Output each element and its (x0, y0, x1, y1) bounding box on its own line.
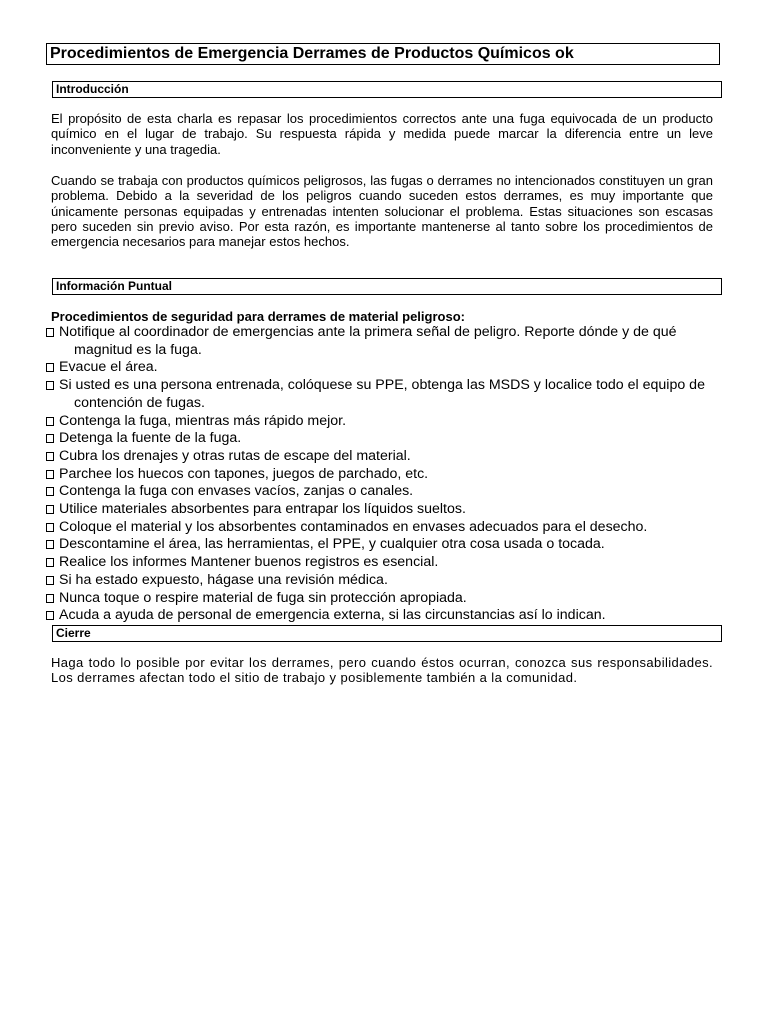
checklist-item: Realice los informes Mantener buenos registros es esencial. (46, 554, 716, 572)
checkbox-icon (46, 452, 54, 461)
checkbox-icon (46, 487, 54, 496)
checklist-item: Notifique al coordinador de emergencias ante la primera señal de peligro. Reporte dónde y de qué magnitud es la fuga. (46, 324, 716, 359)
checkbox-icon (46, 611, 54, 620)
checklist-item: Contenga la fuga con envases vacíos, zanjas o canales. (46, 483, 716, 501)
procedures-checklist (46, 324, 716, 625)
checklist-item: Coloque el material y los absorbentes contaminados en envases adecuados para el desecho. (46, 519, 716, 537)
checkbox-icon (46, 381, 54, 390)
checklist-item: Parchee los huecos con tapones, juegos de parchado, etc. (46, 466, 716, 484)
checklist-item: Cubra los drenajes y otras rutas de escape del material. (46, 448, 716, 466)
procedures-heading: Procedimientos de seguridad para derrames de material peligroso: (51, 309, 465, 324)
section-heading-info: Información Puntual (52, 278, 722, 295)
checkbox-icon (46, 328, 54, 337)
checkbox-icon (46, 523, 54, 532)
checklist-item: Si usted es una persona entrenada, colóquese su PPE, obtenga las MSDS y localice todo el equipo de contención de fugas. (46, 377, 716, 412)
checklist-item: Nunca toque o respire material de fuga sin protección apropiada. (46, 590, 716, 608)
checkbox-icon (46, 540, 54, 549)
checkbox-icon (46, 594, 54, 603)
closing-paragraph: Haga todo lo posible por evitar los derrames, pero cuando éstos ocurran, conozca sus responsabilidades. Los derrames afectan todo el sitio de trabajo y posiblemente también a la comunidad. (51, 655, 713, 686)
checkbox-icon (46, 417, 54, 426)
checkbox-icon (46, 434, 54, 443)
checkbox-icon (46, 363, 54, 372)
checklist-item: Evacue el área. (46, 359, 716, 377)
section-heading-closing: Cierre (52, 625, 722, 642)
checklist-item: Si ha estado expuesto, hágase una revisión médica. (46, 572, 716, 590)
document-title: Procedimientos de Emergencia Derrames de Productos Químicos ok (46, 43, 720, 65)
section-heading-intro: Introducción (52, 81, 722, 98)
checkbox-icon (46, 576, 54, 585)
checkbox-icon (46, 505, 54, 514)
checkbox-icon (46, 470, 54, 479)
checkbox-icon (46, 558, 54, 567)
checklist-item: Utilice materiales absorbentes para entrapar los líquidos sueltos. (46, 501, 716, 519)
checklist-item: Detenga la fuente de la fuga. (46, 430, 716, 448)
checklist-item: Contenga la fuga, mientras más rápido mejor. (46, 413, 716, 431)
checklist-item: Acuda a ayuda de personal de emergencia externa, si las circunstancias así lo indican. (46, 607, 716, 625)
intro-paragraph-1: El propósito de esta charla es repasar los procedimientos correctos ante una fuga equivocada de un producto químico en el lugar de trabajo. Su respuesta rápida y medida puede marcar la diferencia entre un leve inconveniente y una tragedia. (51, 111, 713, 157)
checklist-item: Descontamine el área, las herramientas, el PPE, y cualquier otra cosa usada o tocada. (46, 536, 716, 554)
intro-paragraph-2: Cuando se trabaja con productos químicos peligrosos, las fugas o derrames no intencionados constituyen un gran problema. Debido a la severidad de los peligros cuando suceden estos derrames, es muy importante que únicamente personas equipadas y entrenadas intenten solucionar el problema. Estas situaciones son escasas pero suceden sin previo aviso. Por esta razón, es importante mantenerse al tanto sobre los procedimientos de emergencia necesarios para manejar estos hechos. (51, 173, 713, 250)
